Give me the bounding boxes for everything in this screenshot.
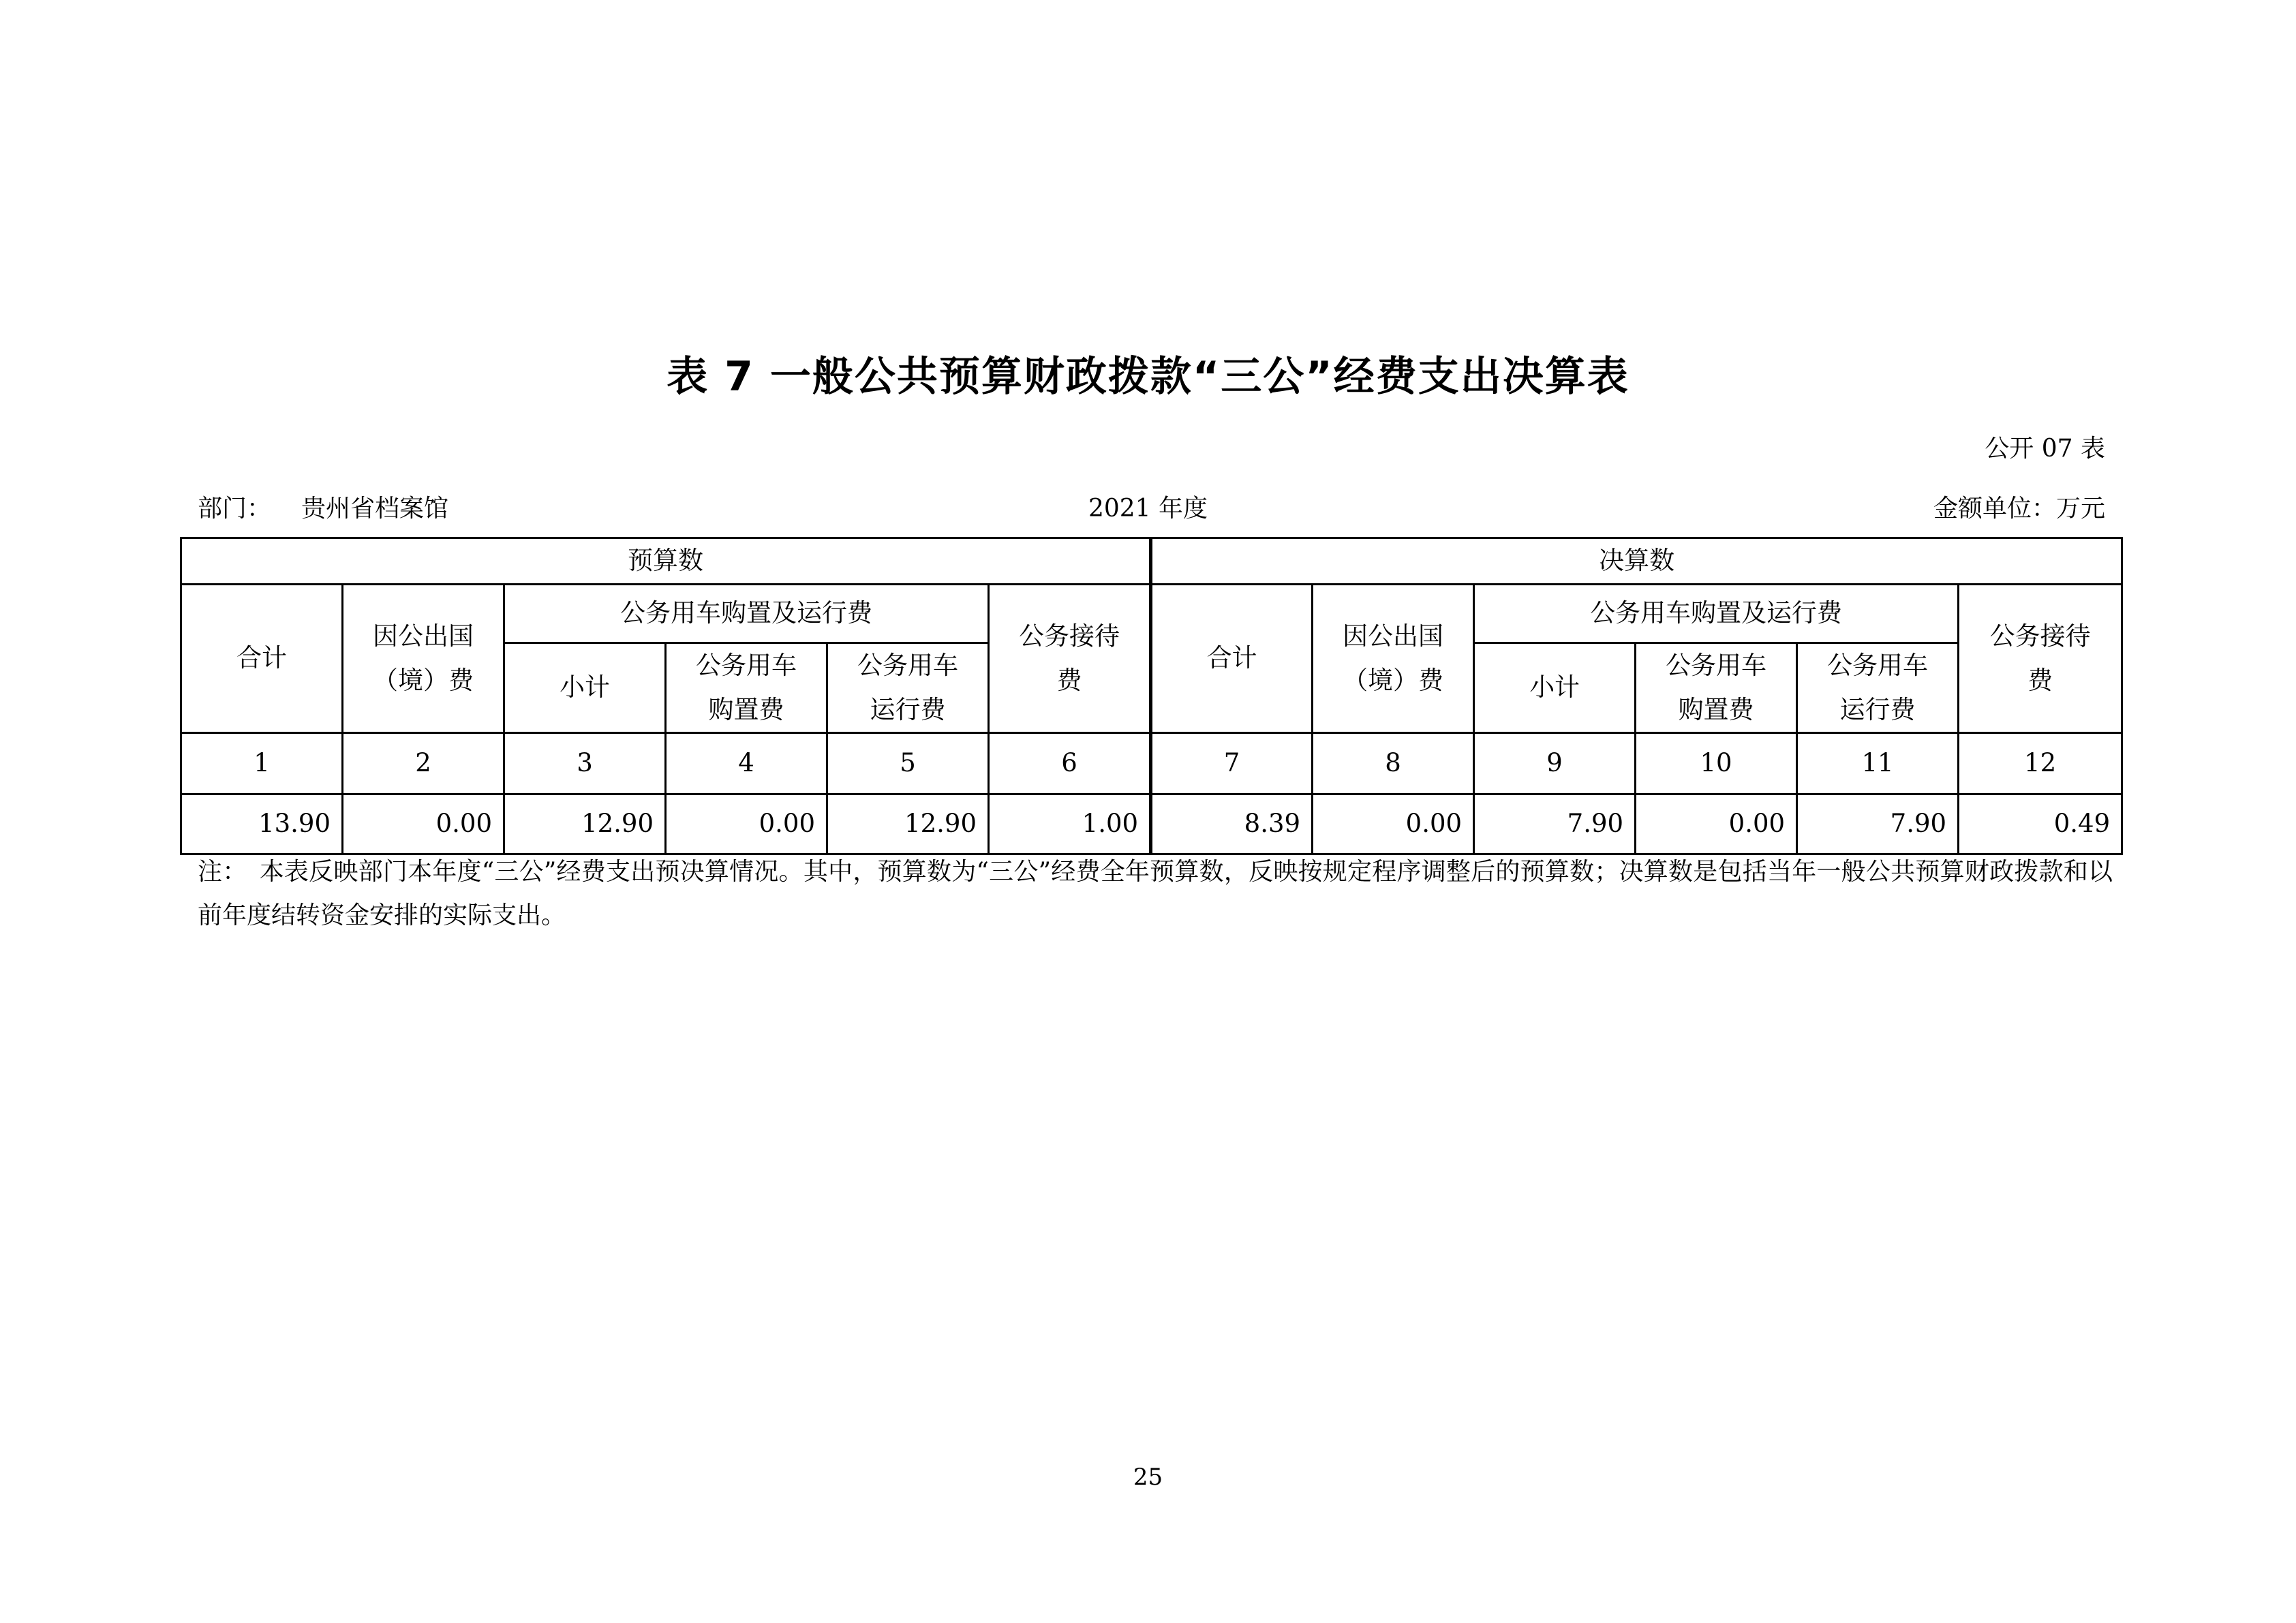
value-cell: 0.00	[1313, 794, 1474, 854]
budget-abroad-header	[343, 584, 504, 733]
value-cell: 0.49	[1959, 794, 2122, 854]
reception-line-1: 公务接待	[1989, 621, 2091, 651]
budget-reception-header	[989, 584, 1151, 733]
column-number: 11	[1797, 733, 1959, 794]
value-cell: 7.90	[1474, 794, 1636, 854]
value-cell: 1.00	[989, 794, 1151, 854]
column-number: 9	[1474, 733, 1636, 794]
final-vehicle-purchase-header	[1636, 643, 1797, 733]
value-cell: 12.90	[827, 794, 989, 854]
column-number: 4	[666, 733, 827, 794]
vehicle-operation-line-1: 公务用车	[1827, 650, 1929, 680]
vehicle-operation-line-2: 运行费	[1839, 694, 1916, 724]
budget-vehicle-group-header: 公务用车购置及运行费	[504, 584, 989, 643]
department-label: 部门：	[198, 495, 272, 523]
final-total-header: 合计	[1151, 584, 1313, 733]
table-title: 表 7 一般公共预算财政拨款“三公”经费支出决算表	[667, 353, 1629, 401]
vehicle-operation-line-2: 运行费	[870, 694, 946, 724]
value-cell: 0.00	[343, 794, 504, 854]
final-vehicle-operation-header	[1797, 643, 1959, 733]
reception-line-2: 费	[1056, 665, 1082, 695]
column-number-row	[181, 733, 2122, 794]
column-number: 6	[989, 733, 1151, 794]
amount-unit: 金额单位：万元	[1933, 495, 2105, 523]
abroad-line-1: 因公出国	[373, 621, 474, 651]
table-note: 注： 本表反映部门本年度“三公”经费支出预决算情况。其中，预算数为“三公”经费全年预算数，反映按规定程序调整后的预算数；决算数是包括当年一般公共预算财政拨款和以前年度结转资金安排的实际支出。	[198, 858, 2113, 929]
fiscal-year: 2021 年度	[1088, 495, 1208, 523]
abroad-line-1: 因公出国	[1343, 621, 1444, 651]
vehicle-operation-line-1: 公务用车	[857, 650, 958, 680]
final-subtotal-header: 小计	[1474, 643, 1636, 733]
column-number: 3	[504, 733, 666, 794]
column-number: 5	[827, 733, 989, 794]
final-reception-header	[1959, 584, 2122, 733]
value-cell: 13.90	[181, 794, 343, 854]
header-row-2	[181, 584, 2122, 643]
reception-line-1: 公务接待	[1019, 621, 1120, 651]
department-name: 贵州省档案馆	[301, 495, 449, 523]
three-public-expenses-table	[180, 537, 2123, 855]
final-abroad-header	[1313, 584, 1474, 733]
budget-vehicle-operation-header	[827, 643, 989, 733]
final-vehicle-group-header: 公务用车购置及运行费	[1474, 584, 1959, 643]
abroad-line-2: （境）费	[1343, 665, 1444, 695]
values-row	[181, 794, 2122, 854]
reception-line-2: 费	[2027, 665, 2053, 695]
vehicle-purchase-line-1: 公务用车	[1666, 650, 1767, 680]
value-cell: 7.90	[1797, 794, 1959, 854]
value-cell: 8.39	[1151, 794, 1313, 854]
page-number: 25	[1133, 1464, 1163, 1491]
column-number: 1	[181, 733, 343, 794]
value-cell: 0.00	[1636, 794, 1797, 854]
final-header: 决算数	[1151, 538, 2122, 585]
vehicle-purchase-line-2: 购置费	[1678, 694, 1754, 724]
header-row-1	[181, 538, 2122, 585]
vehicle-purchase-line-1: 公务用车	[696, 650, 797, 680]
column-number: 12	[1959, 733, 2122, 794]
column-number: 2	[343, 733, 504, 794]
value-cell: 0.00	[666, 794, 827, 854]
budget-subtotal-header: 小计	[504, 643, 666, 733]
form-code: 公开 07 表	[1985, 435, 2105, 463]
budget-header: 预算数	[181, 538, 1151, 585]
column-number: 8	[1313, 733, 1474, 794]
value-cell: 12.90	[504, 794, 666, 854]
column-number: 7	[1151, 733, 1313, 794]
vehicle-purchase-line-2: 购置费	[708, 694, 784, 724]
budget-total-header: 合计	[181, 584, 343, 733]
column-number: 10	[1636, 733, 1797, 794]
budget-vehicle-purchase-header	[666, 643, 827, 733]
abroad-line-2: （境）费	[373, 665, 474, 695]
